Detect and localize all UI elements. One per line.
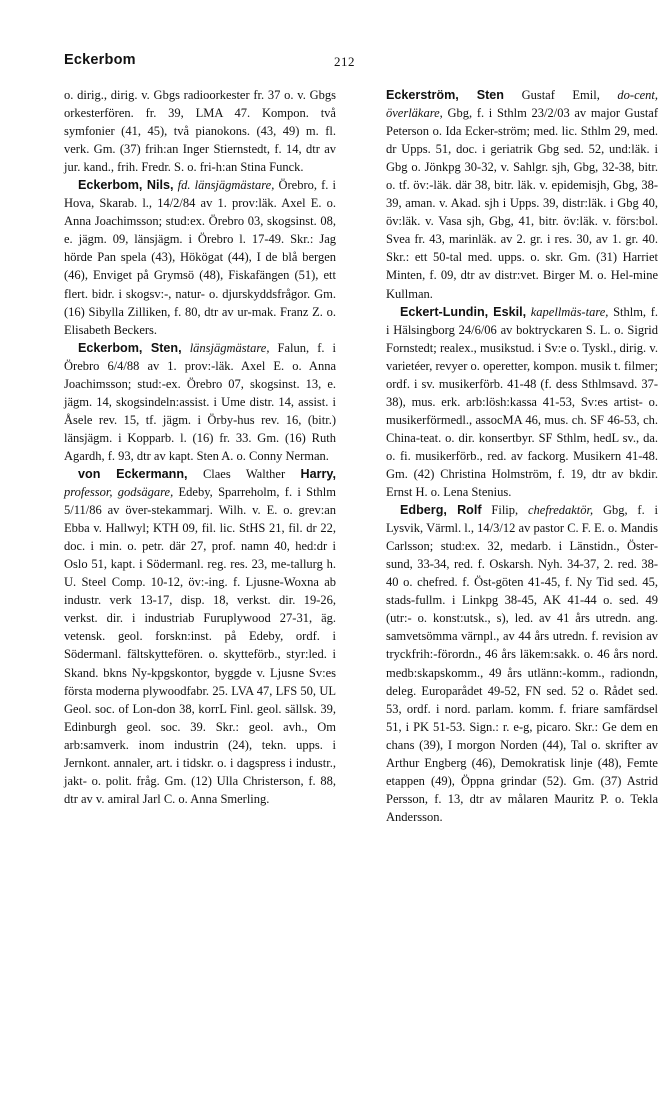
entry-headword: Edberg, Rolf <box>400 503 482 518</box>
entry-title: länsjägmästare, <box>189 340 270 355</box>
entry-headword: Eckerbom, Sten, <box>78 340 182 355</box>
left-column <box>64 86 336 808</box>
entry-headword: Eckert-Lundin, Eskil, <box>400 304 527 319</box>
entry-title: professor, godsägare, <box>64 485 174 500</box>
entry-given-names: Gustaf Emil, <box>521 88 600 102</box>
entry-edberg-rolf <box>386 501 658 826</box>
entry-text: Falun, f. i Örebro 6/4/88 av 1. prov:-läk. Axel E. o. Anna Joachimsson; stud:-ex. Örebro 07, skogsinst. 13, e. jägm. 14, skogsindeln:assist. i Ume distr. 14, assist. i Åsele rev. 15, tf. jägm. i Örby-hus rev. 16, (bitr.) länsjägm. i Kopparb. l. (16) fr. 33. Gm. (16) Ruth Agardh, f. 93, dtr av kapt. Sten A. o. Conny Nerman. <box>64 340 337 463</box>
entry-headword: Eckerbom, Nils, <box>78 178 174 193</box>
entry-title: fd. länsjägmästare, <box>177 178 275 193</box>
entry-text: o. dirig., dirig. v. Gbgs radioorkester fr. 37 o. v. Gbgs orkesterfören. fr. 39, LMA 47. Kompon. två symfonier (41, 45), två pianokons. (43, 49) m. fl. verk. Gm. (37) frih:an Inger Stiernstedt, f. 14, dtr av jur. kand., frih. Fredr. S. o. fri-h:an Stina Funck. <box>64 88 336 175</box>
entry-eckerbom-sten <box>64 339 336 465</box>
entry-title: do-cent, överläkare, <box>386 88 659 121</box>
entry-headword: Eckerström, Sten <box>386 88 505 102</box>
entry-title: kapellmäs-tare, <box>530 304 609 319</box>
entry-text: Örebro, f. i Hova, Skarab. l., 14/2/84 av 1. prov:läk. Axel E. o. Anna Joachimsson; stud:ex. Örebro 03, skogsinst. 08, e. jägm. 09, länsjägm. i Örebro l. 17-49. Skr.: Jag hörde Pan spela (43), Hökögat (44), I de blå bergen (46), Enviget på Grymsö (48), Fiskafängen (51), ett flert. bidr. i skogsv:-, natur- o. djurskyddsfrågor. Gm. (16) Sibylla Zilliken, f. 80, dtr av ur-mak. Franz Z. o. Elisabeth Beckers. <box>64 178 336 337</box>
entry-given-names: Claes Walther <box>202 466 286 481</box>
entry-text: Sthlm, f. i Hälsingborg 24/6/06 av boktryckaren S. L. o. Sigrid Fornstedt; realex., musikstud. i Sv:e o. Tyskl., dirig. v. varietéer, revyer o. operetter, kompon. musik t. filmer; ordf. i sv. musikerförb. 41-48 (f. dess Sthlmsavd. 37-38), mus. erk. arb:lösh:kassa 41-53, Sv:es artist- o. musikerförmedl., assocMA 46, mus. ch. SF 46-53, ch. China-teat. o. dir. konsertbyr. SF Sthlm, hedL sv., da. o. fi. musikerförb., red. av fackorg. Musikern 41-48. Gm. (42) Christina Holmström, f. 19, dtr av bkdir. Ernst H. o. Lena Stenius. <box>386 304 658 500</box>
entry-given-names: Filip, <box>491 503 519 518</box>
running-head-surname: Eckerbom <box>64 52 136 68</box>
entry-eckert-lundin-eskil <box>386 303 658 502</box>
entry-headword: von Eckermann, <box>78 466 188 481</box>
entry-von-eckermann-claes <box>64 465 336 808</box>
entry-eckerbom-nils <box>64 176 336 338</box>
entry-text: Gbg, f. i Sthlm 23/2/03 av major Gustaf Peterson o. Ida Ecker-ström; med. lic. Sthlm 29, med. dr Upps. 51, doc. i geriatrik Gbg sed. 52, und:läk. i Gbg o. Jönkpg 30-32, v. Sahlgr. sjh, Gbg, 32-38, bitr. o. tf. öv:-läk. där 38, bitr. läk. v. epidemisjh, Gbg, 38-39, aman. v. Akad. sjh i Upps. 39, distr:läk. i Gbg 40, öv:läk. v. Vasa sjh, Gbg, 41, bitr. öv:läk. v. förs:bol. Svea fr. 43, marinläk. av 2. gr. i res. 30, av 1. gr. 40. Skr.: ett 50-tal med. upps. o. skr. Gm. (31) Harriet Minten, f. 09, dtr av distr:vet. Birger M. o. Hel-mine Kullman. <box>386 106 659 301</box>
running-header <box>64 52 632 72</box>
entry-headword-given: Harry, <box>300 466 336 481</box>
entry-text: Edeby, Sparreholm, f. i Sthlm 5/11/86 av över-stekammarj. Wilh. v. E. o. grev:an Ebba v. Hallwyl; KTH 09, fil. lic. StHS 21, fil. dr 22, doc. i min. o. petr. där 27, prof. namn 40, hed:dr i Oslo 51, kapt. i Södermanl. reg. res. 23, me-tallurg h. U. Steel Comp. 10-12, öv:-ing. f. Ljusne-Woxna ab industr. verk 13-17, disp. 18, verkst. dir. 19-26, verkst. dir. i industriab Furuplywood 27-31, äg. vetensk. geol. forskn:inst. på Edeby, ordf. i Södermanl. fältskyttefören. o. skytteförb., styr:led. i Skand. bkns Ny-kpgskontor, byggde v. Ljusne Sv:es första moderna plywoodfabr. 25. LVA 47, LFS 50, UL Geol. soc. of Lon-don 38, korrL Finl. geol. sällsk. 39, Edinburgh geol. soc. 39. Skr.: geol. avh., Om arb:samverk. inom industrin (24), tekn. upps. i Jernkont. annaler, art. i tidskr. o. i dagspress i industr., jakt- o. polit. fråg. Gm. (12) Ulla Christerson, f. 88, dtr av v. amiral Jarl C. o. Anna Smerling. <box>64 485 336 806</box>
page-number: 212 <box>334 54 355 69</box>
entry-continuation <box>64 86 336 176</box>
right-column <box>386 86 658 826</box>
entry-eckerstrom-sten <box>386 86 658 303</box>
entry-text: Gbg, f. i Lysvik, Värml. l., 14/3/12 av pastor C. F. E. o. Mandis Carlsson; stud:ex. 32, medarb. i Länstidn., Öster-sund, 33-34, red. f. Oskarsh. Nyh. 34-37, 2. red. 38-40 o. chefred. f. Öst-göten 41-45, f. Ny Tid sed. 45, stads-fullm. i Linkpg 38-45, AK 41-44 o. sed. 49 (utr:- o. konst:utsk., s), led. av 41 års utredn. ang. samvetsömma värnpl., av 44 års utredn. f. revision av tryckfrih:-förordn., 46 års läkem:sakk. o. 46 års nord. medb:skapskomm., 49 års utlänn:-komm., radiondn, deleg. Europarådet 49-52, FN sed. 52 o. Rådet sed. 53, ordf. i nord. parlam. komm. f. friare samfärdsel 51, i PK 51-53. Sign.: r. e-g, picaro. Skr.: Ge dem en chans (39), I morgon Norden (44), Tal o. skrifter av Arthur Engberg (46), Demokratisk linje (48), Femte etappen (49), Öppna grindar (52). Gm. (37) Astrid Persson, f. 13, dtr av målaren Mauritz P. o. Tekla Andersson. <box>386 503 659 824</box>
entry-title: chefredaktör, <box>527 503 594 518</box>
